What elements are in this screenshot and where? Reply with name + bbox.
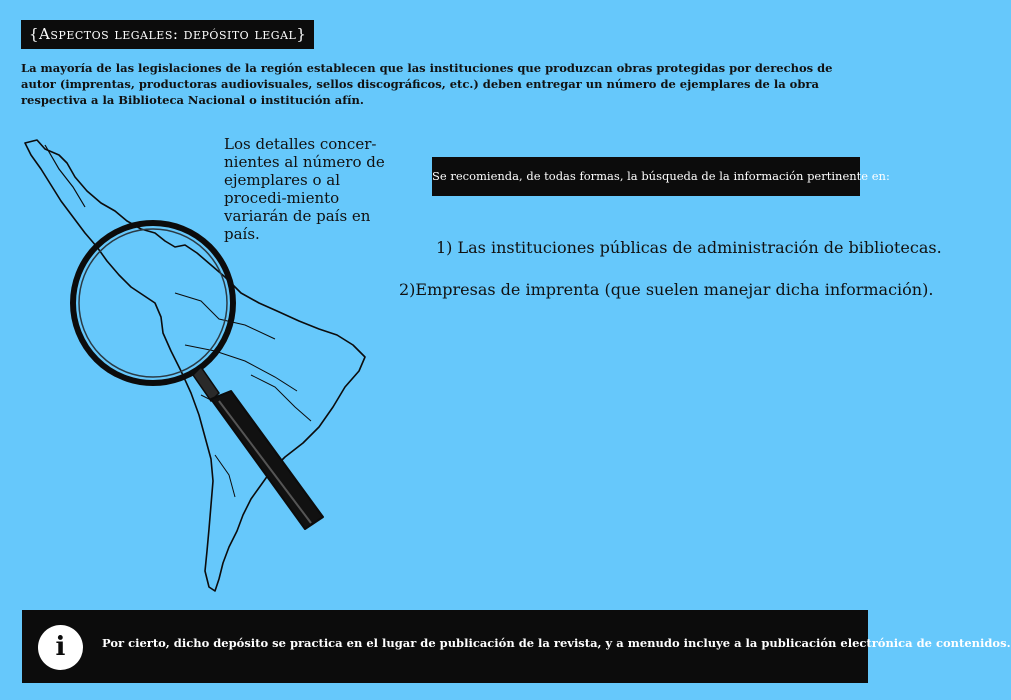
section-title: {Aspectos legales: depósito legal} [21,20,314,49]
recommendation-banner: Se recomienda, de todas formas, la búsqueda de la información pertinente en: [432,157,860,196]
lens-ring [73,223,233,383]
info-icon: i [38,625,83,670]
source-item-1: 1) Las instituciones públicas de administración de bibliotecas. [436,238,942,257]
source-item-2: 2)Empresas de imprenta (que suelen manejar dicha información). [399,280,934,299]
country-variation-note: Los detalles concer-nientes al número de ejemplares o al procedi-miento variarán de país en país. [224,135,385,243]
footer-info-text: Por cierto, dicho depósito se practica en el lugar de publicación de la revista, y a menudo incluye a la publicación electrónica de contenidos. [102,636,1011,650]
footer-info-box [22,610,1011,683]
intro-paragraph: La mayoría de las legislaciones de la región establecen que las instituciones que produzcan obras protegidas por derechos de autor (imprentas, productoras audiovisuales, sellos discográficos, etc.) deben entregar un número de ejemplares de la obra respectiva a la Biblioteca Nacional o institución afín. [21,61,833,107]
